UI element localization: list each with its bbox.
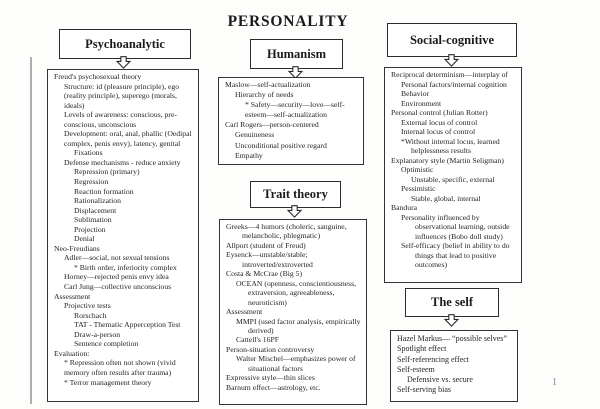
outline-line: Empathy	[235, 150, 263, 160]
humanism-header-box	[250, 39, 343, 69]
outline-line: Spotlight effect	[397, 344, 447, 354]
outline-line: Cattell's 16PF	[236, 335, 280, 345]
outline-line: Denial	[74, 234, 95, 244]
humanism-header-label: Humanism	[266, 46, 327, 61]
outline-line: Sentence completion	[74, 339, 139, 349]
page-title: PERSONALITY	[227, 13, 349, 30]
down-arrow-icon	[444, 54, 459, 67]
down-arrow-icon	[444, 314, 459, 327]
outline-line: Fixations	[74, 148, 103, 158]
outline-line: Projection	[74, 224, 106, 234]
outline-line: Assessment	[226, 307, 263, 317]
outline-line: Evaluation:	[54, 348, 90, 358]
outline-line: Displacement	[74, 205, 117, 215]
outline-line: Explanatory style (Martin Seligman)	[391, 155, 504, 165]
trait-theory-content-box	[219, 219, 367, 405]
outline-line: OCEAN (openness, conscientiousness, extraversion, agreeableness, neuroticism)	[236, 278, 356, 307]
outline-line: Greeks—4 humors (choleric, sanguine, melancholic, phlegmatic)	[226, 222, 347, 241]
outline-line: Projective tests	[64, 301, 111, 311]
outline-line: Costa & McCrae (Big 5)	[226, 269, 303, 279]
outline-line: Self-referencing effect	[397, 354, 470, 364]
outline-line: Behavior	[401, 89, 430, 98]
psychoanalytic-content-box	[47, 69, 199, 402]
scan-artifact-line	[30, 57, 32, 404]
outline-line: * Birth order, inferiority complex	[74, 262, 177, 272]
outline-line: Repression (primary)	[74, 167, 140, 177]
outline-line: Expressive style—thin slices	[226, 373, 315, 383]
outline-line: Regression	[74, 177, 109, 187]
outline-line: Maslow—self-actualization	[225, 80, 311, 89]
page-number: 1	[552, 377, 557, 388]
humanism-content-box	[218, 77, 364, 165]
outline-line: Freud's psychosexual theory	[54, 72, 142, 81]
social-cognitive-content-box	[384, 67, 522, 283]
outline-line: Walter Mischel—emphasizes power of situational factors	[236, 354, 356, 373]
outline-line: Assessment	[54, 291, 91, 301]
outline-line: Genuineness	[235, 130, 275, 140]
outline-line: Carl Jung—collective unconscious	[64, 282, 172, 292]
social-cognitive-header-box	[387, 23, 517, 57]
outline-line: TAT - Thematic Apperception Test	[74, 320, 181, 330]
psychoanalytic-header-label: Psychoanalytic	[85, 36, 165, 51]
outline-line: Eysenck—unstable/stable; introverted/extroverted	[226, 250, 313, 269]
outline-line: Self-serving bias	[397, 385, 451, 395]
outline-line: Unstable, specific, external	[411, 174, 495, 184]
outline-line: Development: oral, anal, phallic (Oedipal complex, penis envy), latency, genital	[64, 129, 192, 148]
outline-line: Barnum effect—astrology, etc.	[226, 382, 321, 392]
outline-line: Stable, global, internal	[411, 193, 481, 203]
outline-line: Hazel Markus— “possible selves”	[397, 334, 507, 343]
outline-line: Internal locus of control	[401, 127, 476, 136]
outline-line: Reciprocal determinism—interplay of	[391, 70, 508, 79]
outline-line: Defensive vs. secure	[407, 375, 473, 385]
down-arrow-icon	[287, 205, 302, 218]
outline-line: * Terror management theory	[64, 377, 152, 387]
outline-line: MMPI (used factor analysis, empirically derived)	[236, 316, 361, 335]
trait-theory-header-label: Trait theory	[263, 187, 328, 201]
outline-line: Personal factors/internal cognition	[401, 79, 507, 89]
outline-line: Optimistic	[401, 165, 434, 174]
the-self-header-label: The self	[430, 295, 473, 309]
outline-line: External locus of control	[401, 117, 478, 127]
psychoanalytic-header-box	[59, 29, 191, 59]
outline-line: Personality influenced by observational learning, outside influences (Bobo doll study)	[401, 212, 510, 241]
outline-line: Neo-Freudians	[54, 243, 100, 253]
outline-line: Self-efficacy (belief in ability to do things that lead to positive outcomes)	[401, 241, 510, 269]
the-self-content-box	[390, 330, 518, 402]
outline-line: Structure: id (pleasure principle), ego (reality principle), superego (morals, ideals)	[64, 81, 180, 110]
outline-line: Reaction formation	[74, 186, 134, 196]
outline-line: *Without internal locus, learned helplessness results	[401, 136, 500, 155]
outline-line: Sublimation	[74, 215, 112, 225]
outline-line: Self-esteem	[397, 364, 435, 374]
outline-line: Rorschach	[74, 310, 107, 320]
outline-line: Bandura	[391, 203, 418, 212]
outline-line: Carl Rogers—person-centered	[225, 120, 319, 130]
outline-line: Horney—rejected penis envy idea	[64, 272, 169, 282]
outline-line: Draw-a-person	[74, 329, 121, 339]
outline-line: Personal control (Julian Rotter)	[391, 108, 488, 117]
the-self-header-box	[405, 288, 499, 317]
outline-line: Person-situation controversy	[226, 344, 315, 354]
outline-line: Levels of awareness: conscious, pre-conscious, unconscious	[64, 110, 177, 129]
outline-line: * Safety—security—love—self-esteem—self-actualization	[245, 100, 345, 120]
outline-line: Defense mechanisms - reduce anxiety	[64, 157, 181, 167]
social-cognitive-header-label: Social-cognitive	[409, 32, 494, 47]
trait-theory-header-box	[250, 181, 341, 208]
outline-line: * Repression often not shown (vivid memory often results after trauma)	[64, 358, 176, 377]
outline-line: Hierarchy of needs	[235, 90, 294, 100]
outline-line: Unconditional positive regard	[235, 140, 327, 150]
outline-line: Pessimistic	[401, 184, 436, 193]
outline-line: Adler—social, not sexual tensions	[64, 253, 170, 263]
down-arrow-icon	[116, 56, 131, 69]
outline-line: Environment	[401, 98, 442, 108]
outline-line: Rationalization	[74, 196, 121, 206]
outline-line: Allport (student of Freud)	[226, 240, 306, 250]
